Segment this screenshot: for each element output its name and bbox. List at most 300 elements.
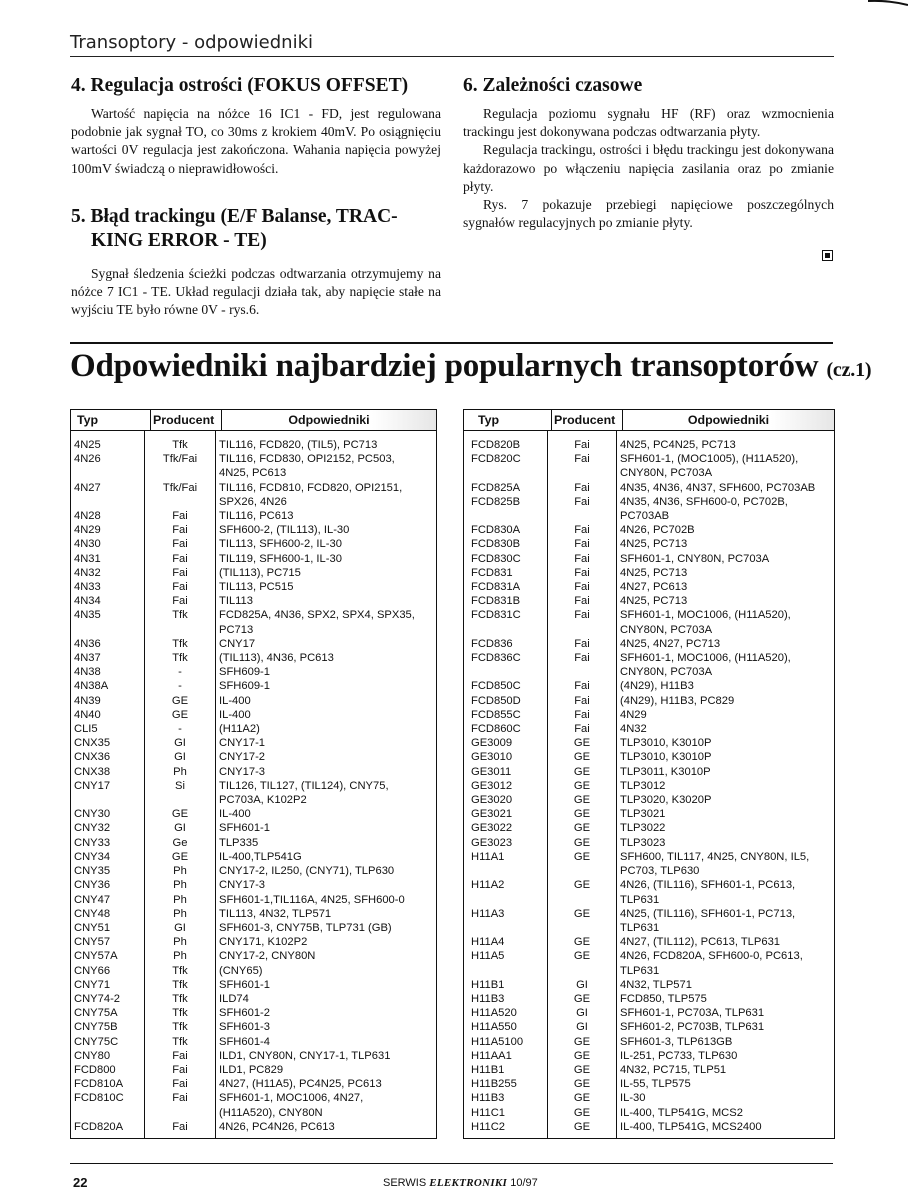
odpowiedniki-cell: 4N26, FCD820A, SFH600-0, PC613, [620, 950, 803, 963]
table-right-header [464, 410, 834, 431]
odpowiedniki-cell: ILD74 [219, 992, 249, 1005]
odpowiedniki-cell: IL-251, PC733, TLP630 [620, 1049, 738, 1062]
typ-cell: FCD825B [471, 495, 521, 508]
producent-cell: Fai [172, 595, 188, 608]
typ-cell: FCD825A [471, 481, 521, 494]
typ-cell: 4N36 [74, 637, 101, 650]
odpowiedniki-cell: CNY171, K102P2 [219, 936, 308, 949]
producent-cell: GE [573, 1120, 591, 1133]
typ-cell: GE3020 [471, 794, 513, 807]
header-odpowiedniki: Odpowiedniki [622, 410, 834, 430]
typ-cell: FCD860C [471, 723, 521, 736]
producent-cell: Fai [574, 708, 590, 721]
producent-cell: GI [174, 921, 186, 934]
producent-cell: GE [573, 950, 591, 963]
producent-cell: Tfk [172, 439, 188, 451]
typ-cell: FCD850C [471, 680, 521, 693]
producent-cell: Tfk [172, 964, 188, 977]
typ-cell: FCD830B [471, 538, 521, 551]
typ-cell: CNY75A [74, 1007, 118, 1020]
odpowiedniki-cell: SFH601-1 [219, 978, 270, 991]
odpowiedniki-cell: (TIL113), 4N36, PC613 [219, 652, 334, 665]
typ-cell: CNY48 [74, 907, 111, 920]
producent-cell-empty [145, 1106, 215, 1120]
producent-cell: GE [171, 808, 189, 821]
odpowiedniki-cell: CNY17-3 [219, 879, 266, 892]
producent-cell: GI [174, 822, 186, 835]
typ-cell: CNX36 [74, 751, 111, 764]
producent-cell: Fai [574, 566, 590, 579]
odpowiedniki-cell: SFH600, TIL117, 4N25, CNY80N, IL5, [620, 850, 810, 863]
producent-cell: GE [573, 836, 591, 849]
typ-cell: 4N35 [74, 609, 101, 622]
producent-cell: GE [573, 1106, 591, 1119]
right-column [463, 74, 834, 232]
producent-cell: GE [573, 765, 591, 778]
producent-cell: GE [573, 794, 591, 807]
producent-cell: Fai [574, 439, 590, 451]
typ-cell: H11B1 [471, 978, 505, 991]
producent-cell: Fai [574, 723, 590, 736]
odpowiedniki-cell: SFH601-1, (MOC1005), (H11A520), [620, 453, 799, 466]
producent-cell: GE [171, 850, 189, 863]
odpowiedniki-cell: SFH601-1, CNY80N, PC703A [620, 552, 770, 565]
typ-cell: H11AA1 [471, 1049, 512, 1062]
producent-cell: Ph [173, 893, 187, 906]
odpowiedniki-cell: IL-400, TLP541G, MCS2400 [620, 1120, 762, 1133]
producent-cell: Fai [172, 1092, 188, 1105]
typ-cell: FCD836 [471, 637, 513, 650]
odpowiedniki-cell: SFH601-1,TIL116A, 4N25, SFH600-0 [219, 893, 405, 906]
typ-cell: H11C2 [471, 1120, 505, 1133]
typ-cell: FCD810C [74, 1092, 124, 1105]
typ-cell-empty [71, 1106, 144, 1120]
odpowiedniki-cell: 4N32, PC715, TLP51 [620, 1063, 727, 1076]
odpowiedniki-cell: 4N35, 4N36, SFH600-0, PC702B, [620, 495, 788, 508]
typ-cell: CNY74-2 [74, 992, 121, 1005]
odpowiedniki-cell: TIL113, 4N32, TLP571 [219, 907, 332, 920]
section-5-title-line2: KING ERROR - TE) [91, 230, 267, 251]
odpowiedniki-cell: SFH601-3, TLP613GB [620, 1035, 733, 1048]
issue-number: 10/97 [510, 1177, 538, 1189]
producent-cell: GE [573, 1092, 591, 1105]
producent-cell-empty [548, 964, 616, 978]
odpowiedniki-cell: SFH601-4 [219, 1035, 270, 1048]
producent-cell: GI [174, 737, 186, 750]
typ-cell: 4N26 [74, 453, 101, 466]
odpowiedniki-cell: TLP631 [620, 921, 660, 934]
producent-cell: Fai [574, 495, 590, 508]
section-5-paragraph: Sygnał śledzenia ścieżki podczas odtwarzania otrzymujemy na nóżce 7 IC1 - TE. Układ regulacji działa tak, aby napięcie stałe na wyjściu TE było równe 0V - rys.6. [71, 266, 441, 318]
producent-cell: Fai [172, 538, 188, 551]
odpowiedniki-cell: SFH600-2, (TIL113), IL-30 [219, 524, 350, 537]
odpowiedniki-cell: CNY80N, PC703A [620, 666, 713, 679]
odpowiedniki-cell: 4N25, PC613 [219, 467, 287, 480]
typ-cell-empty [468, 509, 547, 523]
odpowiedniki-cell: TLP3020, K3020P [620, 794, 712, 807]
title-rule [70, 342, 833, 344]
odpowiedniki-cell: 4N26, PC4N26, PC613 [219, 1120, 335, 1133]
odpowiedniki-cell: (4N29), H11B3 [620, 680, 694, 693]
typ-cell-empty [71, 466, 144, 480]
odpowiedniki-cell: SFH601-2 [219, 1007, 270, 1020]
typ-cell: CNY75C [74, 1035, 119, 1048]
producent-cell: Fai [172, 524, 188, 537]
typ-cell: CNX35 [74, 737, 111, 750]
odpowiedniki-cell: TLP3012 [620, 779, 666, 792]
typ-cell: GE3009 [471, 737, 513, 750]
typ-cell: 4N37 [74, 652, 101, 665]
odpowiedniki-cell: TLP335 [219, 836, 259, 849]
producent-cell: GE [171, 708, 189, 721]
typ-cell: GE3010 [471, 751, 513, 764]
typ-cell: CNY32 [74, 822, 111, 835]
odpowiedniki-cell: 4N32 [620, 723, 647, 736]
odpowiedniki-cell: TIL113, PC515 [219, 581, 294, 594]
typ-cell: H11A1 [471, 850, 505, 863]
producent-cell: Fai [172, 566, 188, 579]
left-column [71, 74, 441, 178]
typ-cell-empty [71, 793, 144, 807]
producent-cell: Fai [172, 1049, 188, 1062]
producent-cell: Tfk [172, 992, 188, 1005]
table-left-col-typ [71, 431, 144, 1138]
producent-cell: Tfk [172, 1035, 188, 1048]
page-number: 22 [73, 1175, 88, 1190]
typ-cell: 4N34 [74, 595, 101, 608]
producent-cell: Fai [574, 538, 590, 551]
odpowiedniki-cell: (CNY65) [219, 964, 263, 977]
producent-cell: Ph [173, 879, 187, 892]
header-odpowiedniki: Odpowiedniki [221, 410, 436, 430]
typ-cell: 4N28 [74, 510, 101, 523]
typ-cell-empty [468, 665, 547, 679]
typ-cell: GE3021 [471, 808, 513, 821]
odpowiedniki-cell: TIL126, TIL127, (TIL124), CNY75, [219, 779, 389, 792]
typ-cell: H11A5100 [471, 1035, 524, 1048]
table-left-col-odpowiedniki [215, 431, 436, 1138]
table-right-col-producent [547, 431, 616, 1138]
table-right [463, 409, 835, 1139]
odpowiedniki-cell: TLP3011, K3010P [620, 765, 711, 778]
table-right-body [464, 431, 834, 1138]
producent-cell: GI [174, 751, 186, 764]
typ-cell: 4N31 [74, 552, 101, 565]
typ-cell: CNY57 [74, 936, 111, 949]
producent-cell: GI [576, 1007, 588, 1020]
typ-cell: GE3011 [471, 765, 512, 778]
typ-cell: GE3012 [471, 779, 513, 792]
odpowiedniki-cell: CNY80N, PC703A [620, 467, 713, 480]
producent-cell: Fai [172, 510, 188, 523]
typ-cell-empty [71, 495, 144, 509]
section-6-title: 6. Zależności czasowe [463, 75, 643, 96]
producent-cell: Fai [172, 581, 188, 594]
producent-cell: Ph [173, 865, 187, 878]
odpowiedniki-cell: SFH601-3 [219, 1021, 270, 1034]
table-left-col-producent [144, 431, 215, 1138]
odpowiedniki-cell: 4N26, (TIL116), SFH601-1, PC613, [620, 879, 796, 892]
odpowiedniki-cell: TIL116, FCD830, OPI2152, PC503, [219, 453, 395, 466]
section-6-paragraph-2: Regulacja trackingu, ostrości i błędu trackingu jest dokonywana każdorazowo po włączeniu napięcia zasilania oraz po zmianie płyty. [463, 142, 834, 194]
producent-cell: GI [576, 978, 588, 991]
typ-cell: CNX38 [74, 765, 111, 778]
producent-cell: Ph [173, 936, 187, 949]
typ-cell: FCD831 [471, 566, 513, 579]
producent-cell: Tfk [172, 609, 188, 622]
header-rule [70, 56, 834, 57]
typ-cell: FCD830C [471, 552, 521, 565]
end-of-article-square-icon [822, 250, 833, 261]
typ-cell: GE3023 [471, 836, 513, 849]
producent-cell: - [178, 723, 182, 736]
publication-prefix: SERWIS [383, 1177, 427, 1189]
producent-cell-empty [145, 623, 215, 637]
header-producent: Producent [551, 410, 622, 430]
typ-cell: FCD820C [471, 453, 521, 466]
producent-cell: GI [576, 1021, 588, 1034]
typ-cell: 4N38A [74, 680, 109, 693]
odpowiedniki-cell: TIL116, PC613 [219, 510, 294, 523]
typ-cell: CNY80 [74, 1049, 111, 1062]
odpowiedniki-cell: TIL116, FCD810, FCD820, OPI2151, [219, 481, 403, 494]
producent-cell: Tfk [172, 1007, 188, 1020]
main-title [70, 348, 871, 385]
odpowiedniki-cell: TIL119, SFH600-1, IL-30 [219, 552, 342, 565]
table-right-col-typ [464, 431, 547, 1138]
odpowiedniki-cell: ILD1, CNY80N, CNY17-1, TLP631 [219, 1049, 391, 1062]
odpowiedniki-cell: SFH601-1, MOC1006, (H11A520), [620, 652, 791, 665]
typ-cell: H11B3 [471, 992, 505, 1005]
odpowiedniki-cell: SFH601-1 [219, 822, 270, 835]
typ-cell: CNY35 [74, 865, 111, 878]
odpowiedniki-cell: IL-400,TLP541G [219, 850, 302, 863]
table-left [70, 409, 437, 1139]
main-title-suffix: (cz.1) [826, 359, 872, 381]
odpowiedniki-cell: CNY17-3 [219, 765, 266, 778]
publication-info [383, 1177, 538, 1189]
typ-cell: FCD855C [471, 708, 521, 721]
producent-cell: Tfk [172, 1021, 188, 1034]
producent-cell: Fai [574, 552, 590, 565]
typ-cell: H11A550 [471, 1021, 517, 1034]
producent-cell: Fai [574, 581, 590, 594]
main-title-text: Odpowiedniki najbardziej popularnych transoptorów [70, 348, 819, 384]
odpowiedniki-cell: PC703, TLP630 [620, 865, 700, 878]
section-4-title: 4. Regulacja ostrości (FOKUS OFFSET) [71, 75, 409, 96]
typ-cell-empty [468, 466, 547, 480]
typ-cell: FCD820B [471, 439, 521, 451]
table-left-body [71, 431, 436, 1138]
publication-brand: ELEKTRONIKI [429, 1177, 508, 1189]
typ-cell-empty [468, 623, 547, 637]
section-6-paragraph-3: Rys. 7 pokazuje przebiegi napięciowe poszczególnych sygnałów regulacyjnych po zmianie płyty. [463, 197, 834, 231]
typ-cell: CNY30 [74, 808, 111, 821]
odpowiedniki-cell: CNY80N, PC703A [620, 623, 713, 636]
producent-cell-empty [145, 793, 215, 807]
typ-cell: FCD810A [74, 1078, 124, 1091]
typ-cell: CNY33 [74, 836, 111, 849]
typ-cell: FCD800 [74, 1063, 116, 1076]
producent-cell: GE [573, 850, 591, 863]
odpowiedniki-cell: SFH601-2, PC703B, TLP631 [620, 1021, 765, 1034]
odpowiedniki-cell: CNY17-2, CNY80N [219, 950, 316, 963]
producent-cell-empty [145, 466, 215, 480]
typ-cell: 4N33 [74, 581, 101, 594]
producent-cell: Tfk/Fai [162, 453, 198, 466]
typ-cell: H11B1 [471, 1063, 505, 1076]
typ-cell: 4N25 [74, 439, 101, 451]
odpowiedniki-cell: (H11A2) [219, 723, 260, 736]
producent-cell: Fai [574, 609, 590, 622]
producent-cell: - [178, 666, 182, 679]
odpowiedniki-cell: 4N27, (H11A5), PC4N25, PC613 [219, 1078, 382, 1091]
typ-cell: CNY47 [74, 893, 111, 906]
odpowiedniki-cell: SFH601-1, MOC1006, 4N27, [219, 1092, 364, 1105]
producent-cell: Fai [172, 1078, 188, 1091]
producent-cell: Tfk [172, 978, 188, 991]
odpowiedniki-cell: TLP3022 [620, 822, 666, 835]
odpowiedniki-cell: PC703AB [620, 510, 670, 523]
odpowiedniki-cell: IL-30 [620, 1092, 646, 1105]
typ-cell: H11B3 [471, 1092, 505, 1105]
section-6-paragraph-1: Regulacja poziomu sygnału HF (RF) oraz wzmocnienia trackingu jest dokonywana podczas odtwarzania płyty. [463, 106, 834, 140]
table-right-col-odpowiedniki [616, 431, 834, 1138]
odpowiedniki-cell: 4N25, 4N27, PC713 [620, 637, 721, 650]
typ-cell: FCD850D [471, 694, 521, 707]
odpowiedniki-cell: TIL116, FCD820, (TIL5), PC713 [219, 439, 378, 451]
odpowiedniki-cell: IL-400 [219, 808, 251, 821]
odpowiedniki-cell: SFH601-3, CNY75B, TLP731 (GB) [219, 921, 392, 934]
typ-cell: FCD831B [471, 595, 521, 608]
section-5-title-line1: 5. Błąd trackingu (E/F Balanse, TRAC- [71, 206, 398, 227]
typ-cell: H11A2 [471, 879, 505, 892]
typ-cell: H11B255 [471, 1078, 517, 1091]
odpowiedniki-cell: CNY17 [219, 637, 256, 650]
odpowiedniki-cell: (H11A520), CNY80N [219, 1106, 323, 1119]
odpowiedniki-cell: 4N25, (TIL116), SFH601-1, PC713, [620, 907, 796, 920]
odpowiedniki-cell: FCD825A, 4N36, SPX2, SPX4, SPX35, [219, 609, 415, 622]
odpowiedniki-cell: IL-400 [219, 694, 251, 707]
producent-cell: Ph [173, 950, 187, 963]
odpowiedniki-cell: PC713 [219, 623, 254, 636]
producent-cell: GE [573, 992, 591, 1005]
typ-cell: H11A4 [471, 936, 505, 949]
odpowiedniki-cell: IL-55, TLP575 [620, 1078, 691, 1091]
odpowiedniki-cell: (4N29), H11B3, PC829 [620, 694, 735, 707]
header-typ: Typ [478, 412, 500, 427]
odpowiedniki-cell: 4N26, PC702B [620, 524, 695, 537]
odpowiedniki-cell: SFH609-1 [219, 666, 270, 679]
typ-cell: 4N29 [74, 524, 101, 537]
producent-cell: Fai [574, 652, 590, 665]
producent-cell: GE [573, 936, 591, 949]
producent-cell: Fai [574, 524, 590, 537]
producent-cell: GE [573, 737, 591, 750]
odpowiedniki-cell: 4N25, PC713 [620, 566, 688, 579]
odpowiedniki-cell: TLP3010, K3010P [620, 737, 712, 750]
typ-cell-empty [468, 964, 547, 978]
producent-cell-empty [548, 623, 616, 637]
producent-cell: Fai [172, 552, 188, 565]
producent-cell-empty [548, 509, 616, 523]
odpowiedniki-cell: CNY17-1 [219, 737, 266, 750]
odpowiedniki-cell: 4N27, (TIL112), PC613, TLP631 [620, 936, 781, 949]
producent-cell: GE [573, 1078, 591, 1091]
odpowiedniki-cell: ILD1, PC829 [219, 1063, 284, 1076]
odpowiedniki-cell: 4N35, 4N36, 4N37, SFH600, PC703AB [620, 481, 816, 494]
producent-cell: Fai [574, 453, 590, 466]
typ-cell-empty [468, 864, 547, 878]
odpowiedniki-cell: TLP3010, K3010P [620, 751, 712, 764]
typ-cell-empty [71, 623, 144, 637]
producent-cell: Fai [574, 595, 590, 608]
section-5-title [71, 205, 441, 253]
odpowiedniki-cell: SFH609-1 [219, 680, 270, 693]
producent-cell: GE [573, 751, 591, 764]
odpowiedniki-cell: 4N25, PC4N25, PC713 [620, 439, 736, 451]
typ-cell: 4N39 [74, 694, 101, 707]
typ-cell-empty [468, 921, 547, 935]
producent-cell: - [178, 680, 182, 693]
odpowiedniki-cell: CNY17-2, IL250, (CNY71), TLP630 [219, 865, 395, 878]
producent-cell-empty [548, 665, 616, 679]
producent-cell-empty [548, 893, 616, 907]
odpowiedniki-cell: TLP631 [620, 893, 660, 906]
producent-cell: GE [573, 808, 591, 821]
producent-cell: GE [573, 879, 591, 892]
typ-cell: H11A520 [471, 1007, 517, 1020]
typ-cell: CNY57A [74, 950, 118, 963]
odpowiedniki-cell: CNY17-2 [219, 751, 266, 764]
typ-cell: H11C1 [471, 1106, 505, 1119]
producent-cell: GE [573, 1063, 591, 1076]
odpowiedniki-cell: TLP631 [620, 964, 660, 977]
producent-cell-empty [548, 921, 616, 935]
producent-cell: GE [573, 1049, 591, 1062]
odpowiedniki-cell: SFH601-1, PC703A, TLP631 [620, 1007, 765, 1020]
typ-cell-empty [468, 893, 547, 907]
typ-cell: GE3022 [471, 822, 513, 835]
producent-cell: Fai [574, 637, 590, 650]
producent-cell: Ph [173, 907, 187, 920]
typ-cell: FCD830A [471, 524, 521, 537]
typ-cell: H11A3 [471, 907, 505, 920]
producent-cell: Tfk/Fai [162, 481, 198, 494]
typ-cell: FCD831A [471, 581, 521, 594]
producent-cell: GE [573, 779, 591, 792]
typ-cell: CNY34 [74, 850, 111, 863]
producent-cell: Si [175, 779, 185, 792]
typ-cell: 4N40 [74, 708, 101, 721]
odpowiedniki-cell: 4N25, PC713 [620, 595, 688, 608]
odpowiedniki-cell: (TIL113), PC715 [219, 566, 301, 579]
header-typ: Typ [77, 412, 99, 427]
footer-rule [70, 1163, 833, 1164]
producent-cell-empty [145, 495, 215, 509]
typ-cell: CNY17 [74, 779, 111, 792]
typ-cell: CLI5 [74, 723, 98, 736]
typ-cell: CNY71 [74, 978, 111, 991]
typ-cell: 4N38 [74, 666, 101, 679]
odpowiedniki-cell: TLP3023 [620, 836, 666, 849]
producent-cell: Ge [172, 836, 188, 849]
corner-mark-icon [868, 0, 908, 6]
producent-cell: Fai [574, 481, 590, 494]
producent-cell-empty [548, 864, 616, 878]
odpowiedniki-cell: 4N25, PC713 [620, 538, 688, 551]
header-producent: Producent [150, 410, 221, 430]
